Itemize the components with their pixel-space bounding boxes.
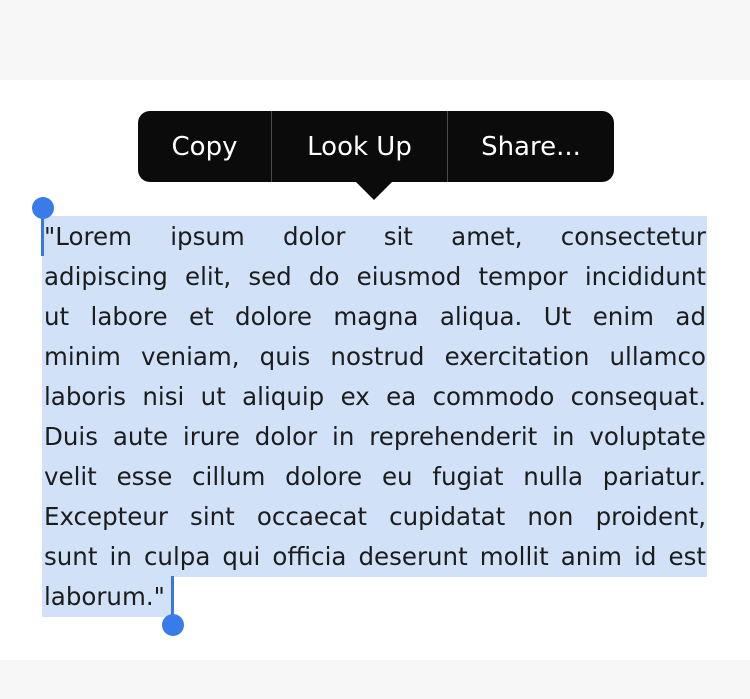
- text-line: velit esse cillum dolore eu fugiat nulla pariatur.: [44, 462, 706, 491]
- copy-button[interactable]: Copy: [171, 131, 238, 162]
- share-button[interactable]: Share...: [481, 131, 581, 162]
- look-up-button[interactable]: Look Up: [307, 131, 412, 162]
- bottom-background: [0, 660, 750, 699]
- text-line: laboris nisi ut aliquip ex ea commodo consequat.: [44, 382, 706, 411]
- selected-text-paragraph[interactable]: [44, 217, 706, 617]
- text-line: sunt in culpa qui officia deserunt mollit anim id est: [44, 542, 706, 571]
- text-line: "Lorem ipsum dolor sit amet, consectetur: [44, 222, 706, 251]
- text-line: laborum.": [44, 582, 165, 611]
- text-line: adipiscing elit, sed do eiusmod tempor incididunt: [44, 262, 706, 291]
- top-background: [0, 0, 750, 80]
- text-line: minim veniam, quis nostrud exercitation ullamco: [44, 342, 706, 371]
- text-line: Duis aute irure dolor in reprehenderit in voluptate: [44, 422, 706, 451]
- text-line: ut labore et dolore magna aliqua. Ut enim ad: [44, 302, 706, 331]
- edit-menu: [138, 111, 614, 182]
- text-line: Excepteur sint occaecat cupidatat non proident,: [44, 502, 706, 531]
- selection-start-handle[interactable]: [32, 197, 54, 219]
- selection-end-handle[interactable]: [162, 614, 184, 636]
- edit-menu-arrow: [355, 181, 393, 200]
